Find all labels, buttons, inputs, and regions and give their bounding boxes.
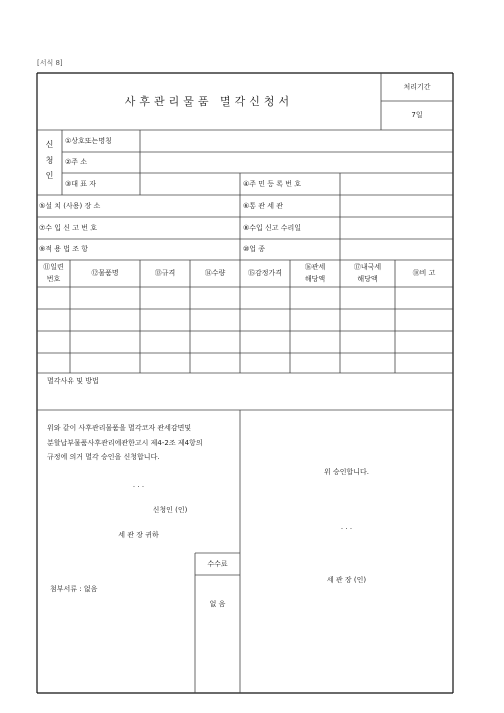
applicant-label-3: 인 xyxy=(45,171,54,180)
fee-label: 수수료 xyxy=(207,560,228,568)
applicant-label-1: 신 xyxy=(45,140,54,149)
processing-period-label: 처리기간 xyxy=(403,83,431,91)
field-address: ②주 소 xyxy=(65,158,88,166)
field-acceptance-date: ⑧수입 신고 수리일 xyxy=(243,224,302,232)
header-appraised-price: ⑮감정가격 xyxy=(247,269,283,277)
applicant-label-2: 청 xyxy=(45,156,54,165)
header-remarks: ⑱비 고 xyxy=(412,269,436,277)
header-quantity: ⑭수량 xyxy=(204,269,226,277)
header-serial-2: 번호 xyxy=(46,275,61,283)
reason-label: 멸각사유 및 방법 xyxy=(47,377,99,385)
field-company-name: ①상호또는명칭 xyxy=(65,137,112,145)
applicant-signature: 신청인 (인) xyxy=(152,506,188,514)
header-item-name: ⑫물품명 xyxy=(91,269,119,277)
attachments: 첨부서류 : 없음 xyxy=(50,585,98,593)
form-title: 사후관리물품 멸각신청서 xyxy=(124,95,294,108)
field-representative: ③대 표 자 xyxy=(65,180,97,188)
statement-line-2: 분할납부물품사후관리에관한고시 제4-2조 제4항의 xyxy=(47,439,203,447)
header-spec: ⑬규격 xyxy=(154,269,176,277)
field-install-location: ⑤설 치 (사용) 장 소 xyxy=(39,202,101,210)
field-customs-office: ⑥통 관 세 관 xyxy=(243,202,283,210)
application-date: . . . xyxy=(132,481,145,489)
statement-line-1: 위와 같이 사후관리물품을 멸각코자 관세감면및 xyxy=(47,424,192,432)
form-number: [서식 8] xyxy=(37,59,63,67)
field-import-number: ⑦수 입 신 고 번 호 xyxy=(39,224,97,232)
header-duty: ⑯관세 xyxy=(304,263,326,271)
approval-date: . . . xyxy=(340,523,353,531)
header-internal-tax: ⑰내국세 xyxy=(353,263,382,271)
header-serial: ⑪일련 xyxy=(43,263,64,271)
processing-period-value: 7일 xyxy=(411,111,423,119)
field-applicable-law: ⑨적 용 법 조 항 xyxy=(39,245,88,253)
customs-chief-signature: 세 관 장 (인) xyxy=(326,576,367,584)
field-business-type: ⑩업 종 xyxy=(243,245,266,253)
field-resident-number: ④주 민 등 록 번 호 xyxy=(243,180,301,188)
addressee: 세 관 장 귀하 xyxy=(118,531,159,539)
header-internal-tax-2: 해당액 xyxy=(357,275,378,283)
statement-line-3: 규정에 의거 멸각 승인을 신청합니다. xyxy=(47,453,160,461)
approval-text: 위 승인합니다. xyxy=(323,468,370,476)
header-duty-2: 해당액 xyxy=(304,275,326,283)
fee-value: 없 음 xyxy=(209,600,226,608)
